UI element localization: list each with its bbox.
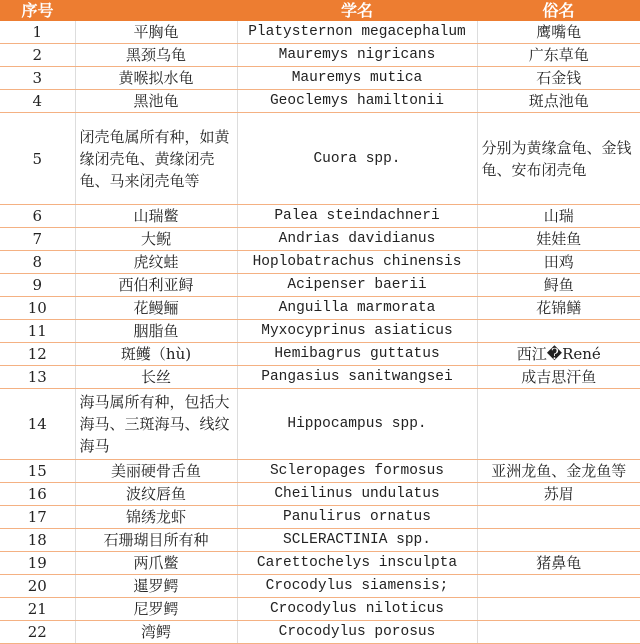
table-row — [0, 205, 640, 228]
cell-name: 黄喉拟水龟 — [75, 67, 237, 90]
cell-no: 10 — [0, 297, 75, 320]
cell-common: 山瑞 — [477, 205, 640, 228]
table-row — [0, 320, 640, 343]
cell-scientific: Cheilinus undulatus — [237, 483, 477, 506]
cell-name: 西伯利亚鲟 — [75, 274, 237, 297]
table-row — [0, 251, 640, 274]
table-row — [0, 460, 640, 483]
cell-name: 暹罗鳄 — [75, 575, 237, 598]
table-row — [0, 598, 640, 621]
cell-scientific: SCLERACTINIA spp. — [237, 529, 477, 552]
cell-name: 石珊瑚目所有种 — [75, 529, 237, 552]
cell-scientific: Crocodylus siamensis; — [237, 575, 477, 598]
cell-name: 两爪鳖 — [75, 552, 237, 575]
cell-common — [477, 389, 640, 460]
cell-name: 斑鳠（hù) — [75, 343, 237, 366]
cell-common: 西江�René — [477, 343, 640, 366]
cell-scientific: Crocodylus porosus — [237, 621, 477, 644]
cell-scientific: Platysternon megacephalum — [237, 21, 477, 44]
cell-scientific: Hemibagrus guttatus — [237, 343, 477, 366]
table-row — [0, 113, 640, 205]
cell-common: 成吉思汗鱼 — [477, 366, 640, 389]
cell-common: 斑点池龟 — [477, 90, 640, 113]
table-row — [0, 343, 640, 366]
cell-common: 娃娃鱼 — [477, 228, 640, 251]
cell-common: 鲟鱼 — [477, 274, 640, 297]
cell-scientific: Pangasius sanitwangsei — [237, 366, 477, 389]
cell-scientific: Mauremys mutica — [237, 67, 477, 90]
cell-scientific: Andrias davidianus — [237, 228, 477, 251]
cell-no: 18 — [0, 529, 75, 552]
cell-no: 3 — [0, 67, 75, 90]
cell-name: 黑颈乌龟 — [75, 44, 237, 67]
header-no: 序号 — [0, 0, 75, 21]
header-name — [75, 0, 237, 21]
table-row — [0, 506, 640, 529]
cell-name: 尼罗鳄 — [75, 598, 237, 621]
cell-scientific: Geoclemys hamiltonii — [237, 90, 477, 113]
cell-no: 22 — [0, 621, 75, 644]
cell-name: 波纹唇鱼 — [75, 483, 237, 506]
cell-no: 9 — [0, 274, 75, 297]
table-row — [0, 90, 640, 113]
table-row — [0, 67, 640, 90]
cell-scientific: Mauremys nigricans — [237, 44, 477, 67]
cell-scientific: Hippocampus spp. — [237, 389, 477, 460]
table-row — [0, 297, 640, 320]
cell-name: 长丝 — [75, 366, 237, 389]
cell-no: 11 — [0, 320, 75, 343]
cell-common: 亚洲龙鱼、金龙鱼等 — [477, 460, 640, 483]
cell-common: 广东草龟 — [477, 44, 640, 67]
cell-name: 湾鳄 — [75, 621, 237, 644]
table-row — [0, 21, 640, 44]
cell-name: 锦绣龙虾 — [75, 506, 237, 529]
cell-common — [477, 598, 640, 621]
cell-common — [477, 529, 640, 552]
header-row — [0, 0, 640, 21]
table-row — [0, 389, 640, 460]
cell-no: 7 — [0, 228, 75, 251]
cell-name: 山瑞鳖 — [75, 205, 237, 228]
cell-name: 虎纹蛙 — [75, 251, 237, 274]
table-row — [0, 274, 640, 297]
cell-name: 海马属所有种，包括大海马、三斑海马、线纹海马 — [75, 389, 237, 460]
cell-name: 平胸龟 — [75, 21, 237, 44]
table-row — [0, 621, 640, 644]
cell-name: 花鳗鲡 — [75, 297, 237, 320]
cell-scientific: Acipenser baerii — [237, 274, 477, 297]
cell-no: 14 — [0, 389, 75, 460]
cell-name: 黑池龟 — [75, 90, 237, 113]
table-row — [0, 366, 640, 389]
cell-common — [477, 320, 640, 343]
cell-no: 16 — [0, 483, 75, 506]
table-row — [0, 228, 640, 251]
cell-no: 13 — [0, 366, 75, 389]
cell-name: 大鲵 — [75, 228, 237, 251]
cell-scientific: Carettochelys insculpta — [237, 552, 477, 575]
cell-common — [477, 621, 640, 644]
table-row — [0, 44, 640, 67]
cell-name: 闭壳龟属所有种，如黄缘闭壳龟、黄缘闭壳龟、马来闭壳龟等 — [75, 113, 237, 205]
cell-no: 19 — [0, 552, 75, 575]
cell-scientific: Panulirus ornatus — [237, 506, 477, 529]
cell-common: 花锦鳝 — [477, 297, 640, 320]
cell-no: 17 — [0, 506, 75, 529]
cell-no: 4 — [0, 90, 75, 113]
cell-scientific: Myxocyprinus asiaticus — [237, 320, 477, 343]
cell-common: 分别为黄缘盒龟、金钱龟、安布闭壳龟 — [477, 113, 640, 205]
cell-scientific: Cuora spp. — [237, 113, 477, 205]
cell-common: 鹰嘴龟 — [477, 21, 640, 44]
cell-common: 田鸡 — [477, 251, 640, 274]
cell-scientific: Scleropages formosus — [237, 460, 477, 483]
cell-no: 8 — [0, 251, 75, 274]
cell-no: 15 — [0, 460, 75, 483]
cell-no: 2 — [0, 44, 75, 67]
cell-name: 胭脂鱼 — [75, 320, 237, 343]
table-row — [0, 529, 640, 552]
table-row — [0, 552, 640, 575]
header-common: 俗名 — [477, 0, 640, 21]
cell-scientific: Anguilla marmorata — [237, 297, 477, 320]
cell-no: 20 — [0, 575, 75, 598]
cell-no: 6 — [0, 205, 75, 228]
cell-no: 12 — [0, 343, 75, 366]
cell-scientific: Palea steindachneri — [237, 205, 477, 228]
cell-no: 21 — [0, 598, 75, 621]
cell-common: 猪鼻龟 — [477, 552, 640, 575]
cell-common — [477, 575, 640, 598]
cell-no: 5 — [0, 113, 75, 205]
cell-common — [477, 506, 640, 529]
cell-scientific: Crocodylus niloticus — [237, 598, 477, 621]
cell-common: 石金钱 — [477, 67, 640, 90]
cell-scientific: Hoplobatrachus chinensis — [237, 251, 477, 274]
cell-no: 1 — [0, 21, 75, 44]
cell-common: 苏眉 — [477, 483, 640, 506]
header-scientific: 学名 — [237, 0, 477, 21]
table-row — [0, 483, 640, 506]
table-row — [0, 575, 640, 598]
cell-name: 美丽硬骨舌鱼 — [75, 460, 237, 483]
